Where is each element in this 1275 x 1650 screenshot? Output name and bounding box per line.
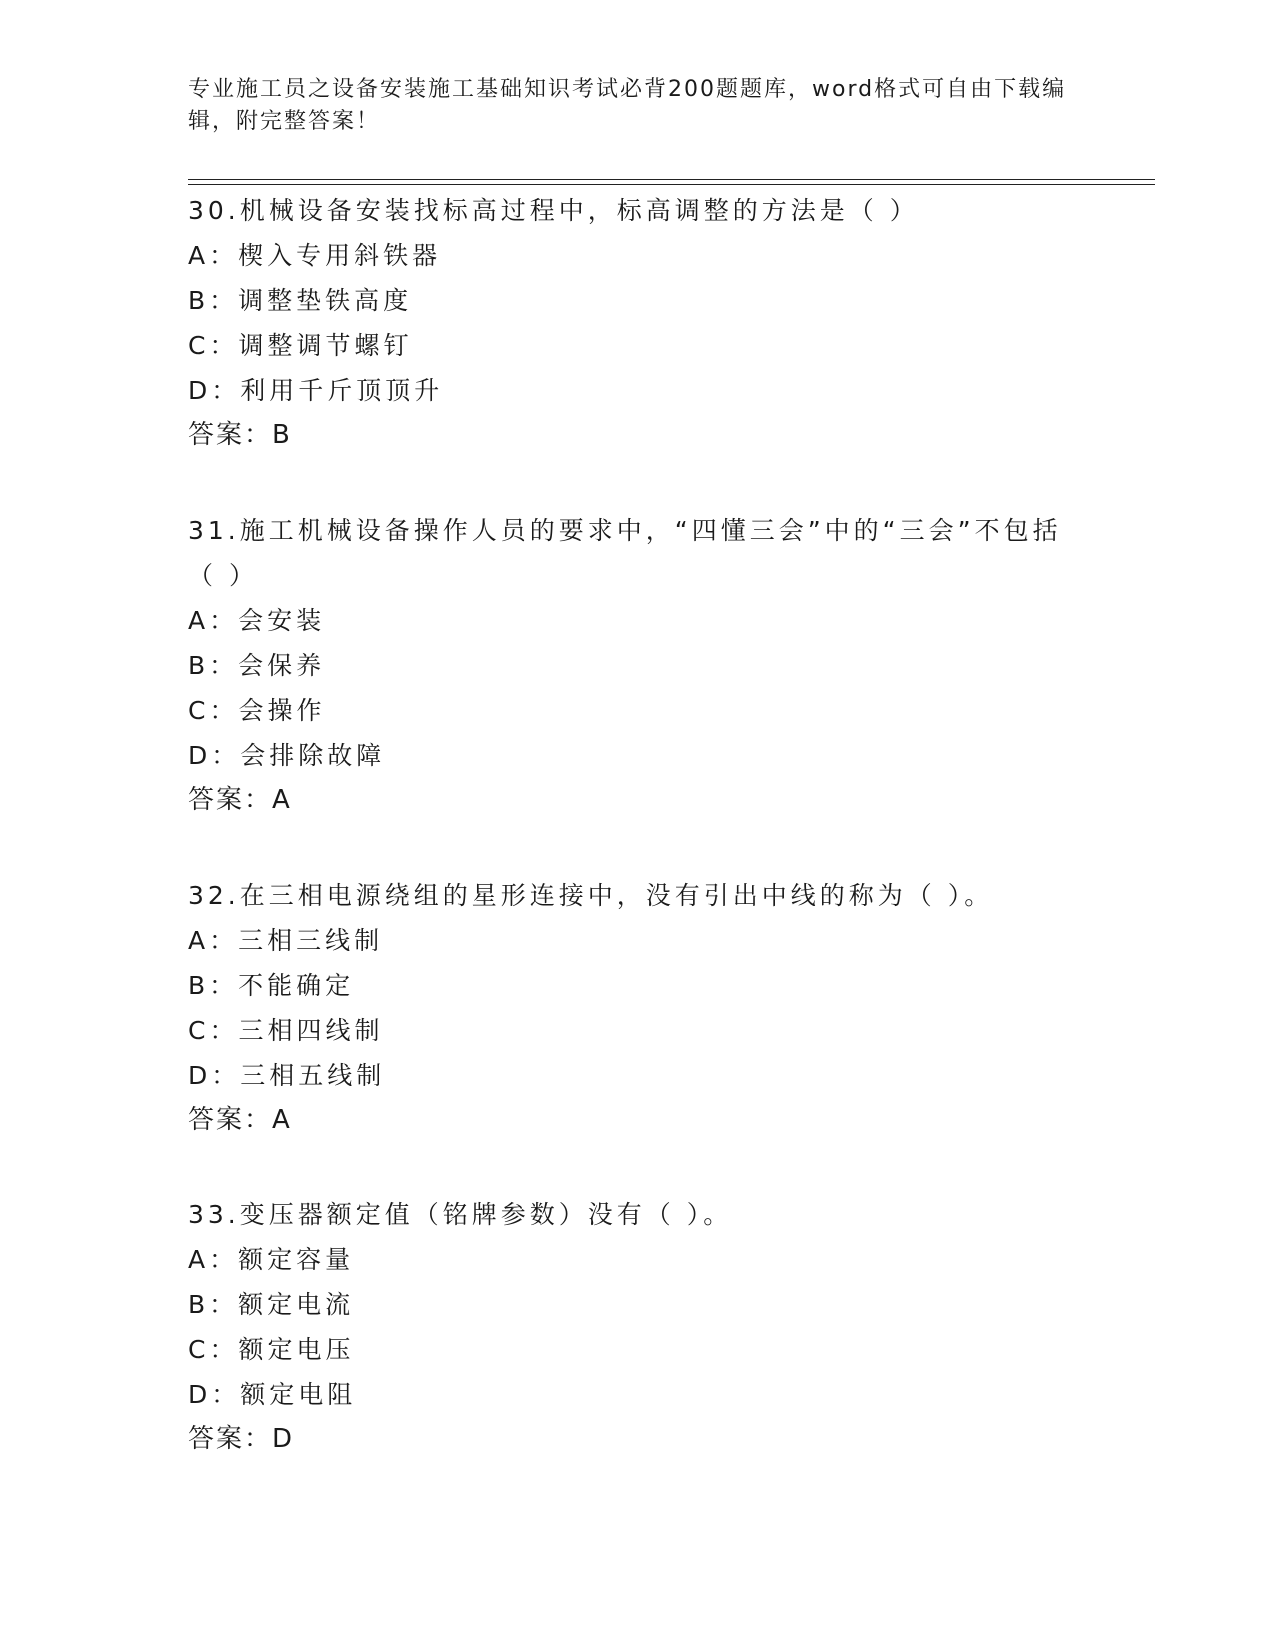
question-stem: 33.变压器额定值（铭牌参数）没有（ ）。 [188,1200,733,1229]
answer: 答案：A [188,1105,292,1135]
option-d: D：利用千斤顶顶升 [188,376,444,405]
answer: 答案：B [188,420,292,450]
header-divider-top [188,179,1155,180]
option-c: C：调整调节螺钉 [188,331,413,360]
option-c: C：会操作 [188,696,326,725]
option-d: D：会排除故障 [188,741,386,770]
option-a: A：额定容量 [188,1245,355,1274]
option-b: B：会保养 [188,651,326,680]
option-c: C：三相四线制 [188,1016,384,1045]
question-30 [188,188,1088,458]
option-d: D：三相五线制 [188,1061,386,1090]
question-33 [188,1192,1088,1462]
answer: 答案：D [188,1424,295,1454]
document-header: 专业施工员之设备安装施工基础知识考试必背200题题库，word格式可自由下载编辑，附完整答案！ [188,77,1067,134]
option-d: D：额定电阻 [188,1380,357,1409]
option-a: A：楔入专用斜铁器 [188,241,442,270]
option-a: A：三相三线制 [188,926,384,955]
question-stem: 30.机械设备安装找标高过程中，标高调整的方法是（ ） [188,196,919,225]
option-b: B：额定电流 [188,1290,355,1319]
question-stem: 31.施工机械设备操作人员的要求中，“四懂三会”中的“三会”不包括（ ） [188,516,1062,590]
question-31 [188,508,1088,823]
option-b: B：不能确定 [188,971,355,1000]
header-divider-bottom [188,184,1155,185]
option-c: C：额定电压 [188,1335,355,1364]
question-stem: 32.在三相电源绕组的星形连接中，没有引出中线的称为（ ）。 [188,881,994,910]
option-a: A：会安装 [188,606,326,635]
option-b: B：调整垫铁高度 [188,286,413,315]
answer: 答案：A [188,785,292,815]
question-32 [188,873,1088,1143]
